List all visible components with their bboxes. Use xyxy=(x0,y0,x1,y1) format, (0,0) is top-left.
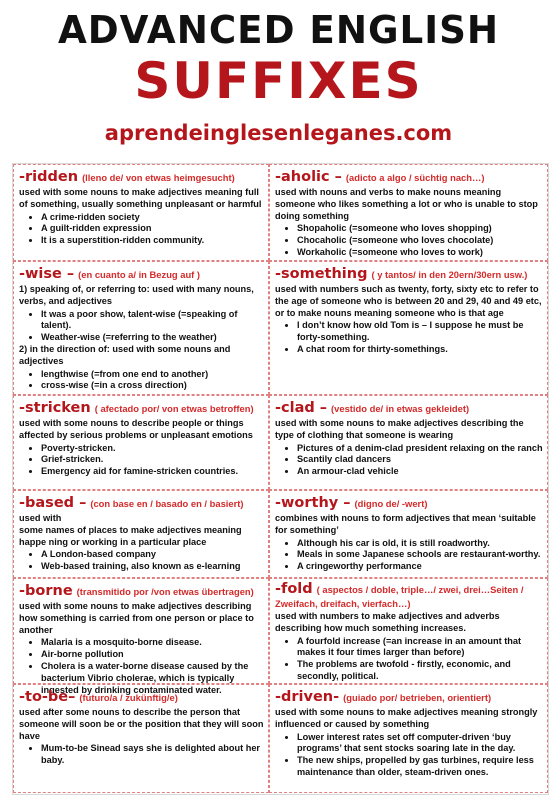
example-item: • It was a poor show, talent-wise (=speaking of talent). xyxy=(41,309,264,333)
example-list xyxy=(275,636,543,683)
suffix-definition: used with some nouns to make adjectives describing the type of clothing that someone is wearing xyxy=(275,418,524,440)
suffix-definition: used with numbers such as twenty, forty, sixty etc to refer to the age of someone who is between 20 and 29, 40 and 49 etc, or to make nouns meaning someone who is that age xyxy=(275,284,542,318)
suffix-translation: ( y tantos/ in den 20ern/30ern usw.) xyxy=(371,269,528,280)
example-item: • Air-borne pollution xyxy=(41,649,264,661)
suffix-translation: (guiado por/ betrieben, orientiert) xyxy=(343,692,492,703)
suffix-heading xyxy=(275,689,543,707)
example-item: • Meals in some Japanese schools are restaurant-worthy. xyxy=(297,549,543,561)
suffix-heading xyxy=(19,495,264,513)
example-list xyxy=(19,743,264,767)
example-item: • Malaria is a mosquito-borne disease. xyxy=(41,637,264,649)
example-item: • Pictures of a denim-clad president relaxing on the ranch xyxy=(297,443,543,455)
suffix-cell xyxy=(13,395,269,490)
example-list xyxy=(275,538,543,573)
suffix-translation: (transmitido por /von etwas übertragen) xyxy=(76,586,254,597)
example-list xyxy=(275,320,543,355)
suffix-heading xyxy=(19,169,264,187)
example-item: • An armour-clad vehicle xyxy=(297,466,543,478)
suffix-term: -stricken xyxy=(19,400,91,416)
suffix-heading xyxy=(275,169,543,187)
example-item: • The problems are twofold - firstly, economic, and secondly, political. xyxy=(297,659,543,683)
suffix-translation: (vestido de/ in etwas gekleidet) xyxy=(331,403,470,414)
suffix-term: -to-be– xyxy=(19,689,76,705)
title-line-1: ADVANCED ENGLISH xyxy=(57,8,500,52)
website-url: aprendeinglesenleganes.com xyxy=(104,121,453,145)
suffix-translation: (digno de/ -wert) xyxy=(354,498,428,509)
example-item: • Weather-wise (=referring to the weather) xyxy=(41,332,264,344)
suffix-translation: (con base en / basado en / basiert) xyxy=(90,498,244,509)
example-item: • lengthwise (=from one end to another) xyxy=(41,369,264,381)
suffix-cell xyxy=(13,490,269,578)
suffix-cell xyxy=(269,261,548,395)
suffix-translation: (en cuanto a/ in Bezug auf ) xyxy=(78,269,201,280)
example-list xyxy=(19,309,264,344)
suffix-heading xyxy=(19,689,264,707)
example-item: • Poverty-stricken. xyxy=(41,443,264,455)
suffix-cell xyxy=(13,684,269,793)
suffix-heading xyxy=(275,266,543,284)
example-item: • A guilt-ridden expression xyxy=(41,223,264,235)
suffix-term: -ridden xyxy=(19,169,79,185)
example-item: • A crime-ridden society xyxy=(41,212,264,224)
example-list xyxy=(19,369,264,393)
example-item: • A chat room for thirty-somethings. xyxy=(297,344,543,356)
suffix-grid xyxy=(12,163,549,795)
example-item: • Cholera is a water-borne disease caused by the bacterium Vibrio cholerae, which is typically ingested by drinking contaminated water. xyxy=(41,661,264,696)
example-list xyxy=(19,212,264,247)
suffix-cell xyxy=(269,578,548,684)
title-line-2: SUFFIXES xyxy=(134,52,423,110)
suffix-heading xyxy=(275,400,543,418)
example-item: • It is a superstition-ridden community. xyxy=(41,235,264,247)
example-item: • Web-based training, also known as e-learning xyxy=(41,561,264,573)
suffix-cell xyxy=(269,164,548,261)
suffix-definition: used with some nouns to make adjectives describing how something is carried from one person or place to another xyxy=(19,601,254,635)
example-list xyxy=(19,443,264,478)
example-item: • A fourfold increase (=an increase in an amount that makes it four times larger than before) xyxy=(297,636,543,660)
example-item: • Mum-to-be Sinead says she is delighted about her baby. xyxy=(41,743,264,767)
example-item: • A London-based company xyxy=(41,549,264,561)
suffix-heading xyxy=(19,583,264,601)
example-item: • Workaholic (=someone who loves to work) xyxy=(297,247,543,259)
suffix-cell xyxy=(269,684,548,793)
suffix-cell xyxy=(13,261,269,395)
example-item: • Shopaholic (=someone who loves shopping) xyxy=(297,223,543,235)
suffix-cell xyxy=(13,578,269,695)
suffix-definition: used with some nouns to describe people or things affected by serious problems or unpleasant emotions xyxy=(19,418,253,440)
example-item: • Lower interest rates set off computer-driven ‘buy programs’ that sent stocks soaring late in the day. xyxy=(297,732,543,756)
suffix-definition: used with nouns and verbs to make nouns meaning someone who likes something a lot or who is unable to stop doing something xyxy=(275,187,538,221)
suffix-translation: ( afectado por/ von etwas betroffen) xyxy=(94,403,254,414)
example-list xyxy=(275,732,543,779)
suffix-cell xyxy=(13,164,269,261)
suffix-definition: some names of places to make adjectives meaning happe ning or working in a particular place xyxy=(19,524,242,547)
example-item: • cross-wise (=in a cross direction) xyxy=(41,380,264,392)
suffix-term: -driven- xyxy=(275,689,340,705)
suffix-heading xyxy=(19,400,264,418)
suffix-heading xyxy=(19,266,264,284)
suffix-definition: 2) in the direction of: used with some nouns and adjectives xyxy=(19,343,231,366)
suffix-heading xyxy=(275,583,543,611)
suffix-heading xyxy=(275,495,543,513)
suffix-definition: used with xyxy=(19,513,62,523)
example-item: • Scantily clad dancers xyxy=(297,454,543,466)
example-list xyxy=(275,223,543,258)
suffix-term: -worthy – xyxy=(275,495,351,511)
example-list xyxy=(275,443,543,478)
suffix-definition: combines with nouns to form adjectives that mean ‘suitable for something’ xyxy=(275,513,536,535)
suffix-cell xyxy=(269,490,548,578)
suffix-translation: ( aspectos / doble, triple…/ zwei, drei…Seiten / Zweifach, dreifach, vierfach…) xyxy=(275,584,524,609)
suffix-definition: used after some nouns to describe the person that someone will soon be or the position that they will soon have xyxy=(19,707,264,741)
example-list xyxy=(19,549,264,573)
suffix-term: -borne xyxy=(19,583,73,599)
suffix-term: -based – xyxy=(19,495,87,511)
example-item: • Chocaholic (=someone who loves chocolate) xyxy=(297,235,543,247)
example-item: • The new ships, propelled by gas turbines, require less maintenance than older, steam-driven ones. xyxy=(297,755,543,779)
suffix-definition: used with some nouns to make adjectives meaning full of something, usually something unpleasant or harmful xyxy=(19,187,262,209)
suffix-term: -clad – xyxy=(275,400,328,416)
example-item: • Grief-stricken. xyxy=(41,454,264,466)
suffix-translation: (adicto a algo / süchtig nach…) xyxy=(345,172,485,183)
example-item: • Emergency aid for famine-stricken countries. xyxy=(41,466,264,478)
suffix-definition: used with numbers to make adjectives and adverbs describing how much something increases. xyxy=(275,611,500,633)
example-item: • A cringeworthy performance xyxy=(297,561,543,573)
suffix-term: -fold xyxy=(275,581,313,597)
suffix-translation: (futuro/a / zukünftig/e) xyxy=(79,692,178,703)
suffix-translation: (lleno de/ von etwas heimgesucht) xyxy=(82,172,235,183)
example-item: • I don’t know how old Tom is – I suppose he must be forty-something. xyxy=(297,320,543,344)
suffix-term: -something xyxy=(275,266,368,282)
suffix-definition: used with some nouns to make adjectives meaning strongly influenced or caused by something xyxy=(275,707,538,729)
suffix-definition: 1) speaking of, or referring to: used with many nouns, verbs, and adjectives xyxy=(19,284,254,306)
suffix-term: -aholic – xyxy=(275,169,342,185)
header xyxy=(0,0,557,160)
suffix-cell xyxy=(269,395,548,490)
suffix-term: -wise – xyxy=(19,266,75,282)
example-item: • Although his car is old, it is still roadworthy. xyxy=(297,538,543,550)
